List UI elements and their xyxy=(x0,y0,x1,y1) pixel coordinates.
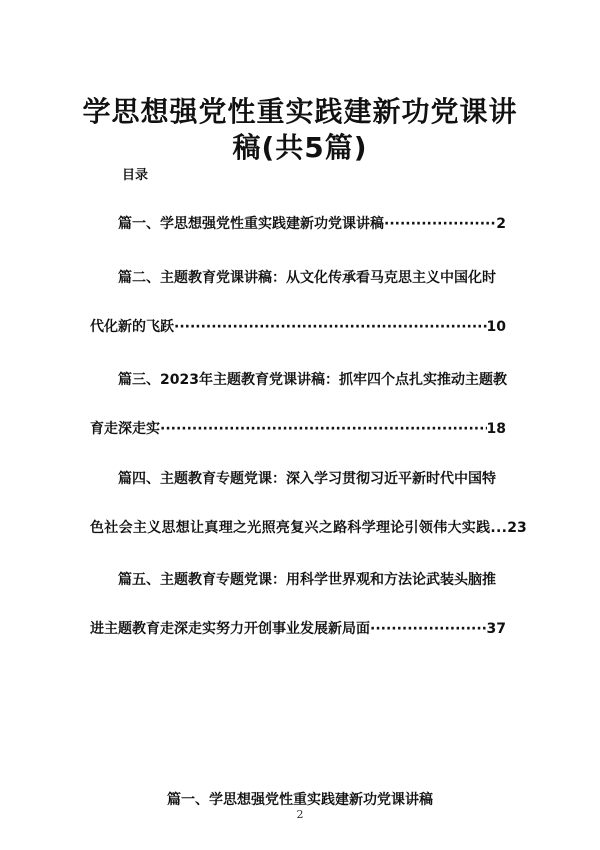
toc-entry-4[interactable] xyxy=(118,468,506,488)
toc-heading: 目录 xyxy=(122,168,149,183)
toc-page-number: 10 xyxy=(486,319,506,335)
leader-dots xyxy=(370,621,487,637)
toc-entry-title: 篇四、主题教育专题党课：深入学习贯彻习近平新时代中国特 xyxy=(118,471,496,487)
toc-entry-2-cont[interactable] xyxy=(90,316,506,336)
toc-entry-title-cont: 代化新的飞跃 xyxy=(90,319,174,335)
leader-dots xyxy=(160,421,487,437)
leader-dots xyxy=(174,319,487,335)
toc-entry-3-cont[interactable] xyxy=(90,418,506,438)
toc-entry-title-cont: 色社会主义思想让真理之光照亮复兴之路科学理论引领伟大实践... xyxy=(90,520,508,536)
toc-page-number: 23 xyxy=(507,520,527,536)
toc-entry-4-cont[interactable] xyxy=(90,517,527,537)
toc-entry-1[interactable] xyxy=(118,213,506,233)
toc-entry-title: 篇一、学思想强党性重实践建新功党课讲稿 xyxy=(118,216,384,232)
toc-entry-5-cont[interactable] xyxy=(90,618,506,638)
toc-entry-title-cont: 育走深走实 xyxy=(90,421,160,437)
document-title-line-1: 学思想强党性重实践建新功党课讲 xyxy=(82,95,518,128)
toc-entry-title-cont: 进主题教育走深走实努力开创事业发展新局面 xyxy=(90,621,370,637)
toc-entry-title: 篇二、主题教育党课讲稿：从文化传承看马克思主义中国化时 xyxy=(118,270,496,286)
toc-page-number: 37 xyxy=(486,621,506,637)
toc-entry-title: 篇五、主题教育专题党课：用科学世界观和方法论武装头脑推 xyxy=(118,572,496,588)
toc-page-number: 2 xyxy=(496,216,506,232)
toc-entry-title: 篇三、2023年主题教育党课讲稿：抓牢四个点扎实推动主题教 xyxy=(118,372,507,388)
toc-page-number: 18 xyxy=(486,421,506,437)
toc-entry-5[interactable] xyxy=(118,569,506,589)
leader-dots xyxy=(384,216,496,232)
document-title-line-2: 稿(共5篇) xyxy=(232,131,368,164)
section-heading: 篇一、学思想强党性重实践建新功党课讲稿 xyxy=(167,792,433,808)
page-number: 2 xyxy=(296,808,304,821)
toc-entry-3[interactable] xyxy=(118,369,506,389)
toc-entry-2[interactable] xyxy=(118,267,506,287)
